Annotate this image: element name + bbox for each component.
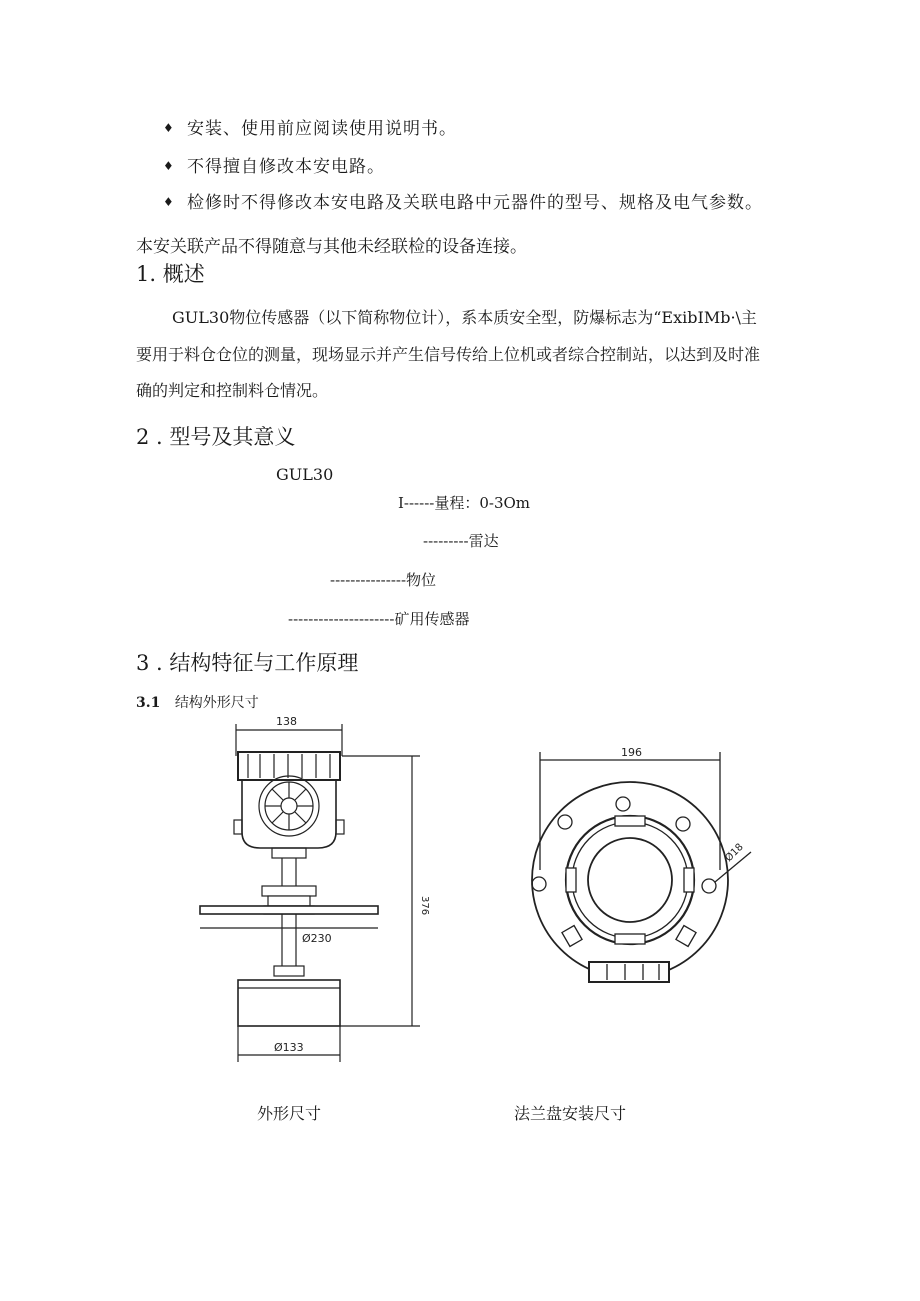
model-meaning-line	[330, 569, 436, 590]
dash-leader: ---------	[423, 532, 469, 550]
dim-bottom-label: Ø133	[274, 1041, 304, 1054]
bullet-item	[163, 114, 457, 139]
figure-caption-right: 法兰盘安装尺寸	[514, 1104, 627, 1123]
dash-leader: ---------------------	[288, 610, 395, 628]
model-meaning-label: 量程：0-3Om	[434, 494, 531, 512]
section-1-title: 1. 概述	[136, 262, 205, 286]
bullet-item	[163, 188, 763, 213]
section-1-para-line: 确的判定和控制料仓情况。	[136, 381, 329, 400]
bullet-text: 检修时不得修改本安电路及关联电路中元器件的型号、规格及电气参数。	[187, 193, 763, 213]
section-2-title: 2 . 型号及其意义	[136, 425, 296, 449]
subsection-title: 结构外形尺寸	[174, 695, 259, 711]
subsection-3-1	[136, 692, 259, 712]
figure-caption-left: 外形尺寸	[257, 1104, 322, 1123]
dash-leader: ---------------	[330, 571, 407, 589]
dim-top-label: 196	[621, 746, 642, 759]
section-3-title: 3 . 结构特征与工作原理	[136, 651, 359, 675]
model-meaning-line	[398, 492, 530, 513]
bullet-text: 安装、使用前应阅读使用说明书。	[187, 119, 457, 139]
model-meaning-line	[423, 530, 499, 551]
flange-drawing	[515, 730, 765, 990]
section-1-para-line: 要用于料仓仓位的测量，现场显示并产生信号传给上位机或者综合控制站，以达到及时准	[136, 345, 761, 364]
model-code: GUL30	[276, 465, 334, 484]
model-meaning-label: 雷达	[468, 532, 499, 550]
bullet-item	[163, 152, 385, 177]
dim-hole-label: Ø18	[723, 841, 746, 865]
safety-note: 本安关联产品不得随意与其他未经联检的设备连接。	[136, 237, 527, 257]
model-meaning-label: 物位	[406, 571, 437, 589]
diamond-bullet-icon: ♦	[163, 159, 175, 173]
dim-height-label: 376	[419, 896, 430, 916]
diamond-bullet-icon: ♦	[163, 195, 175, 209]
subsection-number: 3.1	[136, 695, 161, 711]
model-meaning-line	[288, 608, 469, 629]
section-1-para-line: GUL30物位传感器（以下简称物位计），系本质安全型，防爆标志为“ExibIMb·\主	[172, 308, 757, 327]
dim-top-label: 138	[276, 715, 297, 728]
bullet-text: 不得擅自修改本安电路。	[187, 157, 385, 177]
diamond-bullet-icon: ♦	[163, 121, 175, 135]
dim-flange-label: Ø230	[302, 932, 332, 945]
sensor-outline-drawing	[190, 710, 440, 1080]
dash-leader: I------	[398, 494, 435, 512]
model-meaning-label: 矿用传感器	[394, 610, 470, 628]
